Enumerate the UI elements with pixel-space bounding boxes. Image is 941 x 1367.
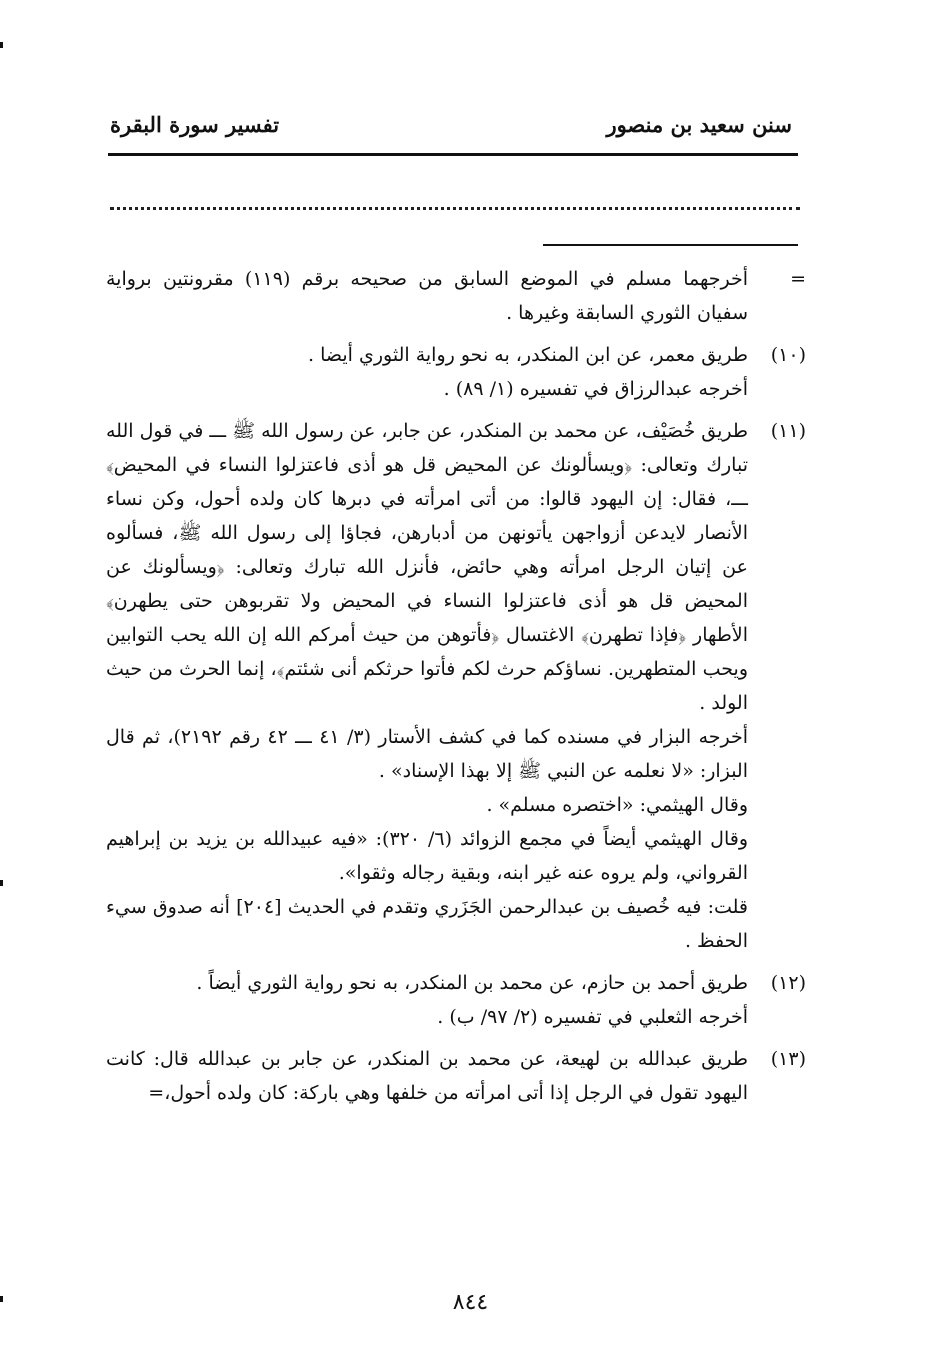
footnote-entry xyxy=(106,262,806,330)
footnote-marker: = xyxy=(790,268,806,290)
running-header xyxy=(108,112,798,146)
footnote-paragraph: أخرجه البزار في مسنده كما في كشف الأستار (٣/ ٤١ ـــ ٤٢ رقم ٢١٩٢)، ثم قال البزار: «لا نعلمه عن النبي ﷺ إلا بهذا الإسناد» . xyxy=(106,726,749,782)
footnote-paragraph: طريق أحمد بن حازم، عن محمد بن المنكدر، به نحو رواية الثوري أيضاً . xyxy=(196,972,748,994)
book-title: سنن سعيد بن منصور xyxy=(606,112,792,137)
footnote-paragraph: أخرجه عبدالرزاق في تفسيره (١/ ٨٩) . xyxy=(443,378,748,400)
footnote-paragraph: وقال الهيثمي أيضاً في مجمع الزوائد (٦/ ٣٢٠): «فيه عبيدالله بن يزيد بن إبراهيم القرواني، ولم يروه عنه غير ابنه، وبقية رجاله وثقوا». xyxy=(106,828,748,884)
section-title: تفسير سورة البقرة xyxy=(110,112,280,137)
footnote-paragraph: طريق خُصَيْف، عن محمد بن المنكدر، عن جابر، عن رسول الله ﷺ ـــ في قول الله تبارك وتعالى: ﴿ويسألونك عن المحيض قل هو أذى فاعتزلوا النساء في المحيض﴾ ـــ، فقال: إن اليهود قالوا: من أتى امرأته في دبرها كان ولده أحول، وكن نساء الأنصار لايدعن أزواجهن يأتونهن من أدبارهن، فجاؤا إلى رسول الله ﷺ، فسألوه عن إتيان الرجل امرأته وهي حائض، فأنزل الله تبارك وتعالى: ﴿ويسألونك عن المحيض قل هو أذى فاعتزلوا النساء في المحيض ولا تقربوهن حتى يطهرن﴾ الأطهار ﴿فإذا تطهرن﴾ الاغتسال ﴿فأتوهن من حيث أمركم الله إن الله يحب التوابين ويحب المتطهرين. نساؤكم حرث لكم فأتوا حرثكم أنى شئتم﴾، إنما الحرث من حيث الولد . xyxy=(106,420,748,714)
footnote-marker: (١١) xyxy=(770,420,806,442)
page-number: ٨٤٤ xyxy=(452,1290,489,1315)
footnote-paragraph: أخرجه الثعلبي في تفسيره (٢/ ٩٧/ ب) . xyxy=(437,1006,748,1028)
footnote-paragraph: وقال الهيثمي: «اختصره مسلم» . xyxy=(486,794,748,816)
footnote-marker: (١٣) xyxy=(770,1048,806,1070)
footnote-rule xyxy=(543,244,798,246)
footnote-entry xyxy=(106,338,806,406)
scan-edge-mark xyxy=(0,880,3,886)
dotted-separator xyxy=(110,197,800,210)
footnotes xyxy=(106,262,806,1118)
header-rule xyxy=(108,153,798,156)
footnote-entry xyxy=(106,1042,806,1110)
footnote-paragraph: قلت: فيه خُصيف بن عبدالرحمن الجَزَري وتقدم في الحديث [٢٠٤] أنه صدوق سيء الحفظ . xyxy=(106,896,748,952)
footnote-marker: (١٠) xyxy=(770,344,806,366)
scan-edge-mark xyxy=(0,42,3,48)
footnote-paragraph: طريق معمر، عن ابن المنكدر، به نحو رواية الثوري أيضا . xyxy=(308,344,748,366)
footnote-paragraph: أخرجهما مسلم في الموضع السابق من صحيحه برقم (١١٩) مقرونتين برواية سفيان الثوري السابقة وغيرها . xyxy=(106,268,748,324)
footnote-marker: (١٢) xyxy=(770,972,806,994)
footnote-entry xyxy=(106,414,806,958)
footnote-entry xyxy=(106,966,806,1034)
footnote-paragraph: طريق عبدالله بن لهيعة، عن محمد بن المنكدر، عن جابر بن عبدالله قال: كانت اليهود تقول في الرجل إذا أتى امرأته من خلفها وهي باركة: كان ولده أحول،= xyxy=(106,1048,748,1104)
